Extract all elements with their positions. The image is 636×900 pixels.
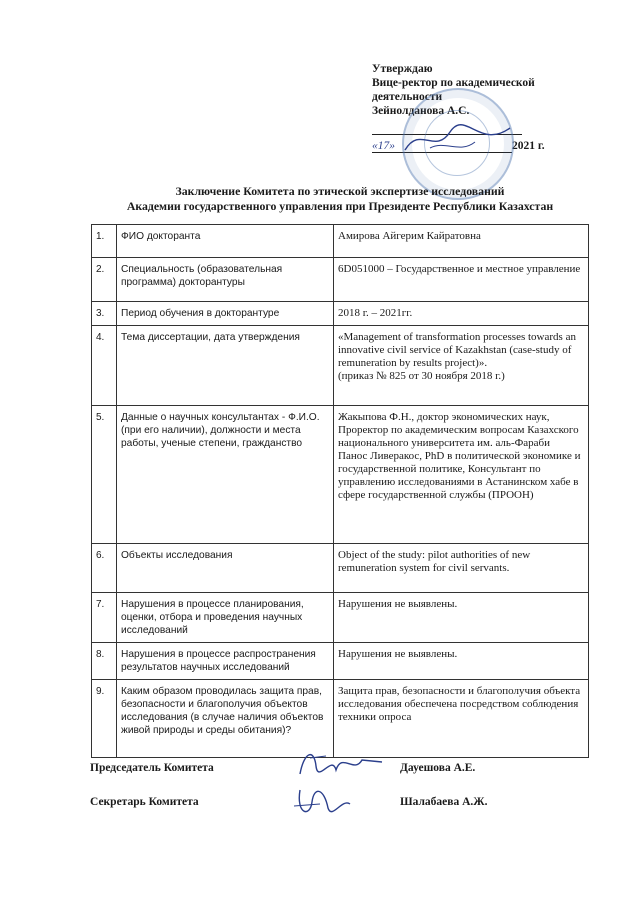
approval-position: Вице-ректор по академической bbox=[372, 77, 535, 89]
approval-position-cont: деятельности bbox=[372, 91, 443, 103]
row-value-note: (приказ № 825 от 30 ноября 2018 г.) bbox=[338, 370, 505, 382]
row-value: Object of the study: pilot authorities of new remuneration system for civil servants. bbox=[334, 544, 589, 593]
row-value: Амирова Айгерим Кайратовна bbox=[334, 225, 589, 258]
row-number: 4. bbox=[92, 326, 117, 406]
document-title-line1: Заключение Комитета по этической экспертизе исследований bbox=[175, 184, 505, 198]
row-number: 8. bbox=[92, 643, 117, 680]
secretary-signature-icon bbox=[290, 784, 360, 824]
chair-signature-icon bbox=[292, 744, 388, 784]
table-row bbox=[92, 593, 589, 643]
conclusion-table bbox=[91, 224, 589, 758]
table-row bbox=[92, 302, 589, 326]
row-label: ФИО докторанта bbox=[117, 225, 334, 258]
row-number: 3. bbox=[92, 302, 117, 326]
row-label: Данные о научных консультантах - Ф.И.О. (при его наличии), должности и места работы, ученые степени, гражданство bbox=[117, 406, 334, 544]
row-value bbox=[334, 326, 589, 406]
table-row bbox=[92, 326, 589, 406]
row-value-main: Жакыпова Ф.Н., доктор экономических наук, Проректор по академическим вопросам Казахского национального университета им. аль-Фараби bbox=[338, 411, 579, 449]
table-row bbox=[92, 258, 589, 302]
row-value-note: Панос Ливеракос, PhD в политической экономике и государственной политике, Консультант по управлению исследованиями в Астанинском хабе в сфере государственной службы (ПРООН) bbox=[338, 450, 581, 501]
row-label: Нарушения в процессе планирования, оценки, отбора и проведения научных исследований bbox=[117, 593, 334, 643]
secretary-name: Шалабаева А.Ж. bbox=[400, 796, 488, 808]
row-number: 1. bbox=[92, 225, 117, 258]
row-label: Нарушения в процессе распространения результатов научных исследований bbox=[117, 643, 334, 680]
approval-date-day: «17» bbox=[372, 140, 395, 152]
table-row bbox=[92, 643, 589, 680]
row-value bbox=[334, 406, 589, 544]
approval-signature-icon bbox=[400, 120, 520, 160]
row-label: Специальность (образовательная программа) докторантуры bbox=[117, 258, 334, 302]
approval-heading: Утверждаю bbox=[372, 63, 433, 75]
row-value: 6D051000 – Государственное и местное управление bbox=[334, 258, 589, 302]
document-title bbox=[80, 184, 600, 214]
row-number: 7. bbox=[92, 593, 117, 643]
row-label: Тема диссертации, дата утверждения bbox=[117, 326, 334, 406]
secretary-label: Секретарь Комитета bbox=[90, 796, 199, 808]
row-label: Период обучения в докторантуре bbox=[117, 302, 334, 326]
chair-name: Дауешова А.Е. bbox=[400, 762, 476, 774]
row-value-main: «Management of transformation processes towards an innovative civil service of Kazakhstan (case-study of remuneration by results project)». bbox=[338, 331, 576, 369]
row-value: Нарушения не выявлены. bbox=[334, 593, 589, 643]
row-number: 5. bbox=[92, 406, 117, 544]
row-value: Защита прав, безопасности и благополучия объекта исследования обеспечена посредством соблюдения техники опроса bbox=[334, 680, 589, 758]
table-row bbox=[92, 406, 589, 544]
document-title-line2: Академии государственного управления при Президенте Республики Казахстан bbox=[126, 199, 554, 213]
approval-name: Зейнолданова А.С. bbox=[372, 105, 470, 117]
approval-date-year: 2021 г. bbox=[512, 140, 545, 152]
row-value: Нарушения не выявлены. bbox=[334, 643, 589, 680]
row-number: 9. bbox=[92, 680, 117, 758]
row-number: 2. bbox=[92, 258, 117, 302]
chair-label: Председатель Комитета bbox=[90, 762, 214, 774]
table-row bbox=[92, 225, 589, 258]
table-row bbox=[92, 544, 589, 593]
row-label: Каким образом проводилась защита прав, безопасности и благополучия объектов исследования (в случае наличия объектов живой природы и среды обитания)? bbox=[117, 680, 334, 758]
row-number: 6. bbox=[92, 544, 117, 593]
row-label: Объекты исследования bbox=[117, 544, 334, 593]
row-value: 2018 г. – 2021гг. bbox=[334, 302, 589, 326]
